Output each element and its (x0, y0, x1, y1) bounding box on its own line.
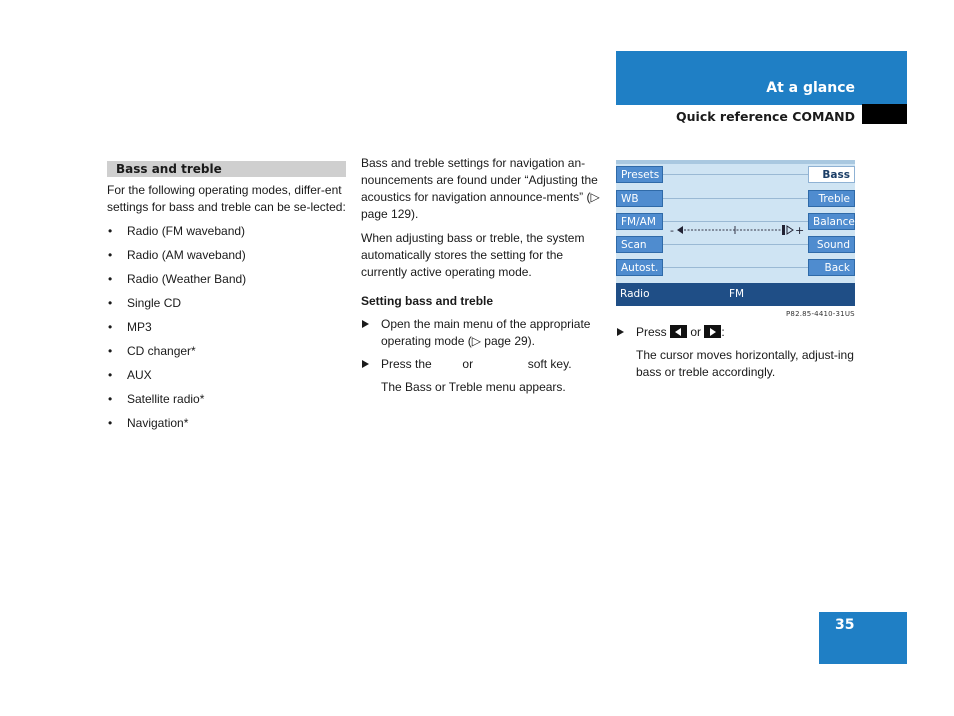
slider-plus-label: + (795, 224, 805, 237)
bullet-icon: • (108, 368, 113, 382)
softkey-wb[interactable]: WB (616, 190, 663, 207)
list-item: • Radio (Weather Band) (108, 272, 247, 286)
bullet-icon: • (108, 248, 113, 262)
softkey-fm-am[interactable]: FM/AM (616, 213, 663, 230)
instruction-heading: Setting bass and treble (361, 294, 494, 308)
display-line (663, 198, 809, 199)
softkey-balance[interactable]: Balance (808, 213, 855, 230)
left-column (107, 161, 346, 439)
bullet-icon: • (108, 344, 113, 358)
softkey-autostore[interactable]: Autost. (616, 259, 663, 276)
mode-list (107, 223, 346, 439)
list-item: • Satellite radio* (108, 392, 205, 406)
instruction-step-2: Press the or soft key. (361, 356, 601, 373)
slider-right-arrow-icon (787, 226, 793, 234)
list-item: • Radio (FM waveband) (108, 224, 246, 238)
arrow-bullet-icon (362, 360, 369, 368)
right-arrow-key-icon (704, 325, 721, 338)
display-status-bar (616, 283, 855, 306)
softkey-presets[interactable]: Presets (616, 166, 663, 183)
bass-slider[interactable] (668, 223, 808, 237)
softkey-back[interactable]: Back (808, 259, 855, 276)
softkey-treble[interactable]: Treble (808, 190, 855, 207)
page-section-title: At a glance (766, 80, 855, 96)
auto-store-note: When adjusting bass or treble, the system automatically stores the setting for the currently active operating mode. (361, 231, 585, 279)
list-item: • Radio (AM waveband) (108, 248, 246, 262)
list-item: • MP3 (108, 320, 152, 334)
arrow-bullet-icon (617, 328, 624, 336)
intro-text: For the following operating modes, differ-ent settings for bass and treble can be se-lected: (107, 183, 346, 214)
comand-display (616, 160, 855, 306)
header-block (616, 51, 907, 104)
display-top-line (616, 160, 855, 164)
bullet-icon: • (108, 272, 113, 286)
status-band: FM (729, 288, 745, 300)
list-item: • Single CD (108, 296, 182, 310)
step-result: The Bass or Treble menu appears. (381, 380, 566, 394)
figure-reference: P82.85-4410-31US (786, 310, 855, 318)
step-result: The cursor moves horizontally, adjust-ing bass or treble accordingly. (636, 348, 854, 379)
navigation-note: Bass and treble settings for navigation an-nouncements are found under “Adjusting the acoustics for navigation announce-ments” (▷ page 129). (361, 156, 600, 221)
left-arrow-key-icon (670, 325, 687, 338)
display-line (663, 267, 809, 268)
bullet-icon: • (108, 320, 113, 334)
page-subsection-title: Quick reference COMAND (676, 109, 855, 124)
softkey-scan[interactable]: Scan (616, 236, 663, 253)
display-line (663, 174, 809, 175)
softkey-sound[interactable]: Sound (808, 236, 855, 253)
list-item: • CD changer* (108, 344, 196, 358)
display-line (663, 221, 809, 222)
display-line (663, 244, 809, 245)
bullet-icon: • (108, 296, 113, 310)
slider-minus-label: - (670, 224, 674, 237)
list-item: • AUX (108, 368, 152, 382)
slider-cursor (782, 225, 785, 235)
softkey-bass[interactable]: Bass (808, 166, 855, 183)
right-column (616, 324, 856, 388)
page-number-block (819, 612, 907, 664)
list-item: • Navigation* (108, 416, 189, 430)
section-title: Bass and treble (107, 161, 346, 177)
header-marker (862, 104, 907, 124)
instruction-step-1: Open the main menu of the appropriate operating mode (▷ page 29). (361, 316, 601, 350)
middle-column (361, 155, 601, 403)
page-number: 35 (835, 617, 855, 633)
status-source: Radio (620, 288, 650, 300)
bullet-icon: • (108, 416, 113, 430)
arrow-bullet-icon (362, 320, 369, 328)
instruction-step-3: Press or : (616, 324, 856, 341)
slider-left-arrow-icon (677, 226, 683, 234)
bullet-icon: • (108, 224, 113, 238)
bullet-icon: • (108, 392, 113, 406)
